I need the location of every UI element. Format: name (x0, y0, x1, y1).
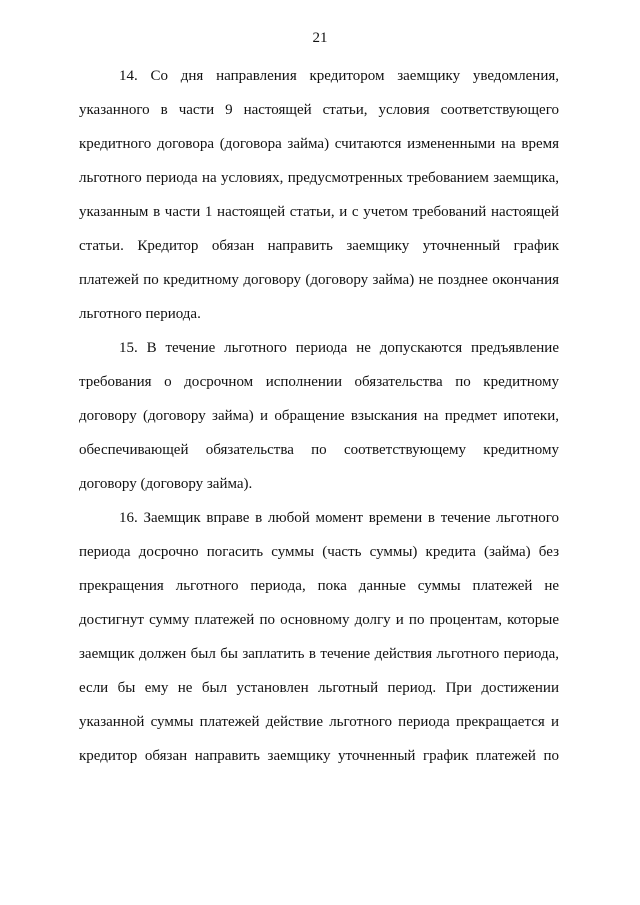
paragraph-16: 16. Заемщик вправе в любой момент времени в течение льготного периода досрочно погасить суммы (часть суммы) кредита (займа) без прекращения льготного периода, пока данные суммы платежей не достигнут сумму платежей по основному долгу и по процентам, которые заемщик должен был бы заплатить в течение действия льготного периода, если бы ему не был установлен льготный период. При достижении указанной суммы платежей действие льготного периода прекращается и кредитор обязан направить заемщику уточненный график платежей по (79, 510, 559, 764)
paragraph-14: 14. Со дня направления кредитором заемщику уведомления, указанного в части 9 настоящей статьи, условия соответствующего кредитного договора (договора займа) считаются измененными на время льготного периода на условиях, предусмотренных требованием заемщика, указанным в части 1 настоящей статьи, и с учетом требований настоящей статьи. Кредитор обязан направить заемщику уточненный график платежей по кредитному договору (договору займа) не позднее окончания льготного периода. (79, 68, 559, 322)
document-body (79, 59, 559, 773)
paragraph-15: 15. В течение льготного периода не допускаются предъявление требования о досрочном исполнении обязательства по кредитному договору (договору займа) и обращение взыскания на предмет ипотеки, обеспечивающей обязательства по соответствующему кредитному договору (договору займа). (79, 340, 559, 492)
page-number: 21 (312, 30, 328, 46)
